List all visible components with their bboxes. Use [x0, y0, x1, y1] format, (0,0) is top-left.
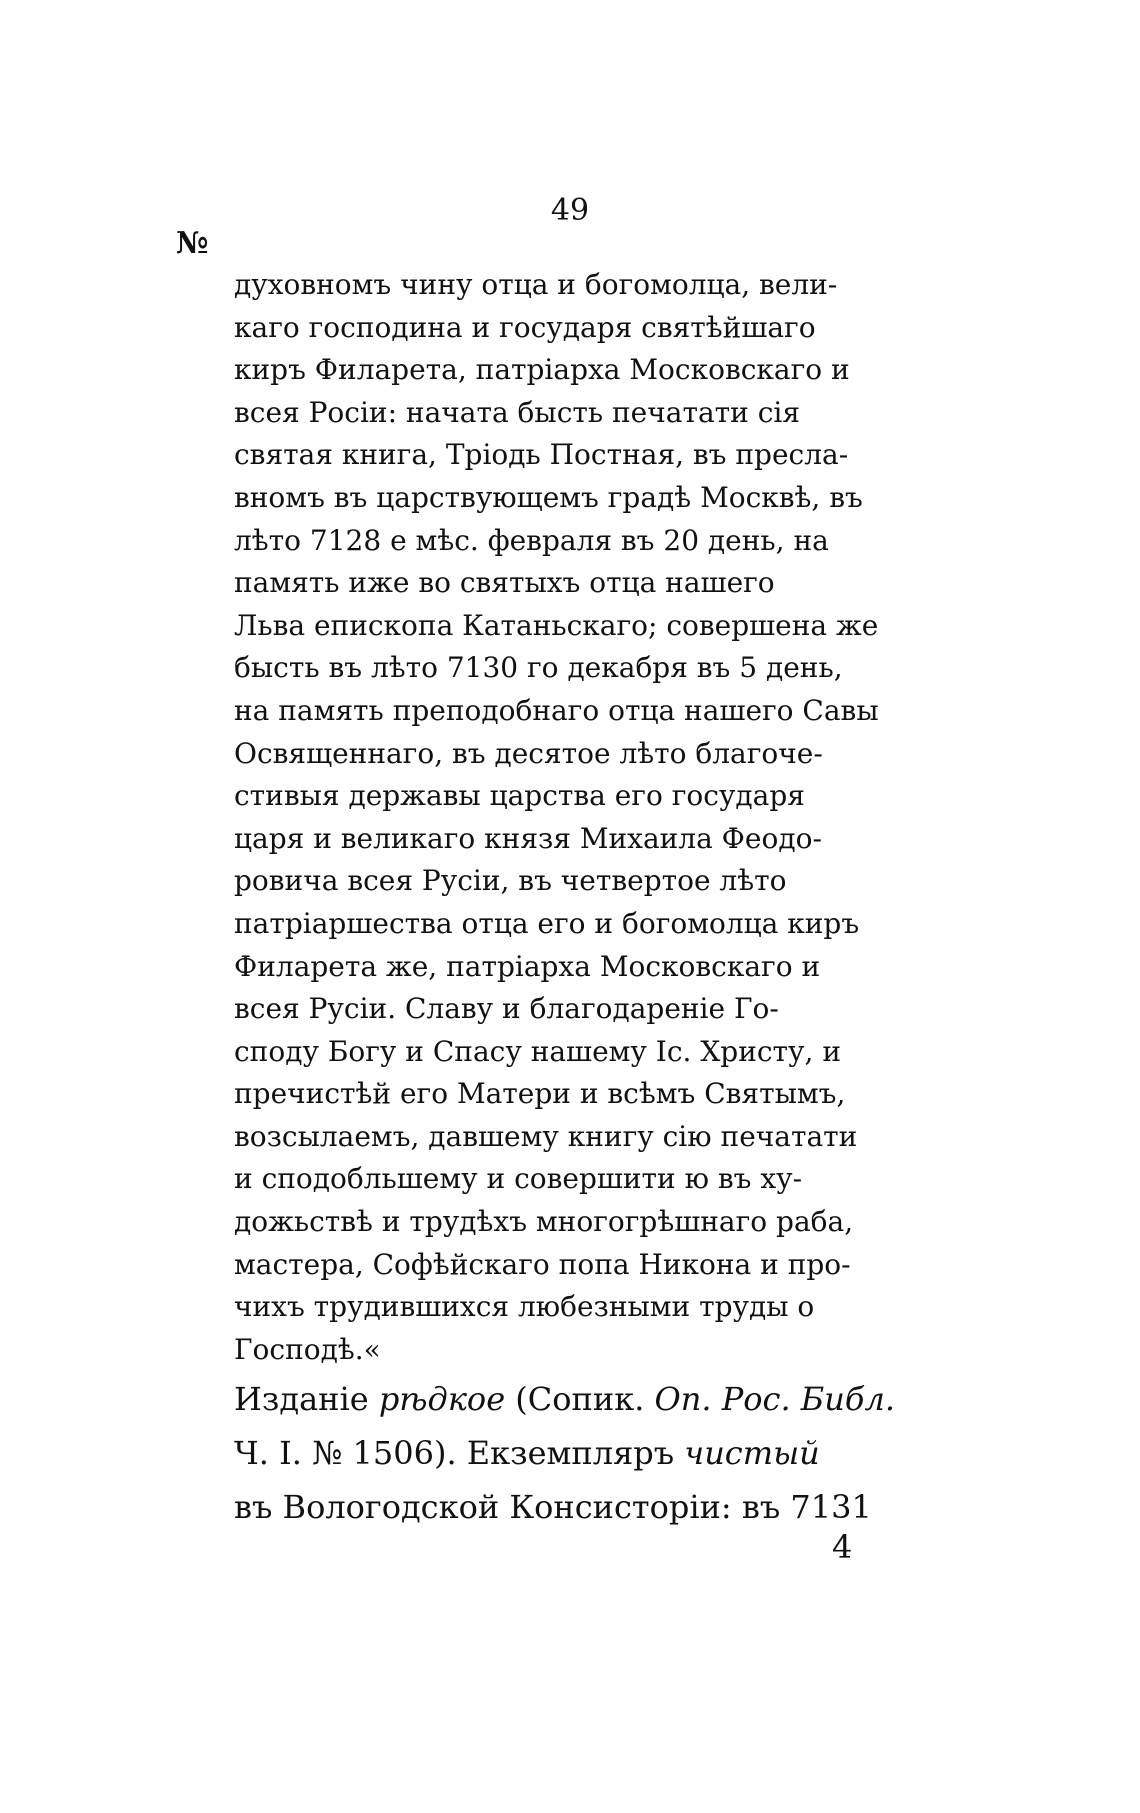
text-line: и сподобльшему и совершити ю въ ху-	[234, 1162, 803, 1196]
text-line: лѣто 7128 е мѣс. февраля въ 20 день, на	[234, 523, 829, 557]
text-line: возсылаемъ, давшему книгу сію печатати	[234, 1119, 858, 1153]
note-italic-text: Оп. Рос. Библ.	[654, 1380, 895, 1418]
text-line: ровича всея Русіи, въ четвертое лѣто	[234, 864, 787, 898]
note-italic-text: рѣдкое	[378, 1380, 506, 1418]
text-line: память иже во святыхъ отца нашего	[234, 566, 775, 600]
text-line: Льва епископа Катаньскаго; совершена же	[234, 608, 879, 642]
margin-number-mark: №	[176, 226, 209, 261]
note-text: (Сопик.	[505, 1380, 655, 1418]
text-line: каго господина и государя святѣйшаго	[234, 310, 816, 344]
text-line: духовномъ чину отца и богомолца, вели-	[234, 268, 838, 301]
text-line: мастера, Софѣйскаго попа Никона и про-	[234, 1247, 851, 1281]
text-line: царя и великаго князя Михаила Феодо-	[234, 821, 822, 855]
signature-mark: 4	[832, 1528, 853, 1566]
note-line-2	[234, 1426, 954, 1480]
text-line: патріаршества отца его и богомолца киръ	[234, 906, 860, 940]
text-line: вномъ въ царствующемъ градѣ Москвѣ, въ	[234, 480, 863, 514]
text-line: Господѣ.«	[234, 1332, 381, 1366]
main-text-block	[234, 264, 934, 1371]
note-italic-text: чистый	[684, 1434, 820, 1472]
text-line: на память преподобнаго отца нашего Савы	[234, 693, 879, 727]
page-number: 49	[550, 193, 590, 228]
text-line: святая книга, Тріодь Постная, въ пресла-	[234, 438, 849, 472]
text-line: всея Русіи. Славу и благодареніе Го-	[234, 992, 779, 1026]
note-text: Ч. І. № 1506). Екземпляръ	[234, 1434, 685, 1472]
note-line-3: въ Вологодской Консисторіи: въ 7131	[234, 1488, 872, 1526]
note-line-1	[234, 1372, 954, 1426]
text-line: дожьствѣ и трудѣхъ многогрѣшнаго раба,	[234, 1205, 854, 1239]
text-line: бысть въ лѣто 7130 го декабря въ 5 день,	[234, 651, 843, 685]
bibliographic-note	[234, 1372, 954, 1534]
text-line: киръ Филарета, патріарха Московскаго и	[234, 353, 850, 387]
text-line: чихъ трудившихся любезными труды о	[234, 1290, 815, 1324]
text-line: всея Росіи: начата бысть печатати сія	[234, 395, 800, 429]
text-line: споду Богу и Спасу нашему Іс. Христу, и	[234, 1034, 841, 1068]
text-line: Освященнаго, въ десятое лѣто благоче-	[234, 736, 823, 770]
text-line: стивыя державы царства его государя	[234, 779, 805, 813]
text-line: Филарета же, патріарха Московскаго и	[234, 949, 821, 983]
note-text: Изданіе	[234, 1380, 379, 1418]
text-line: пречистѣй его Матери и всѣмъ Святымъ,	[234, 1077, 846, 1111]
